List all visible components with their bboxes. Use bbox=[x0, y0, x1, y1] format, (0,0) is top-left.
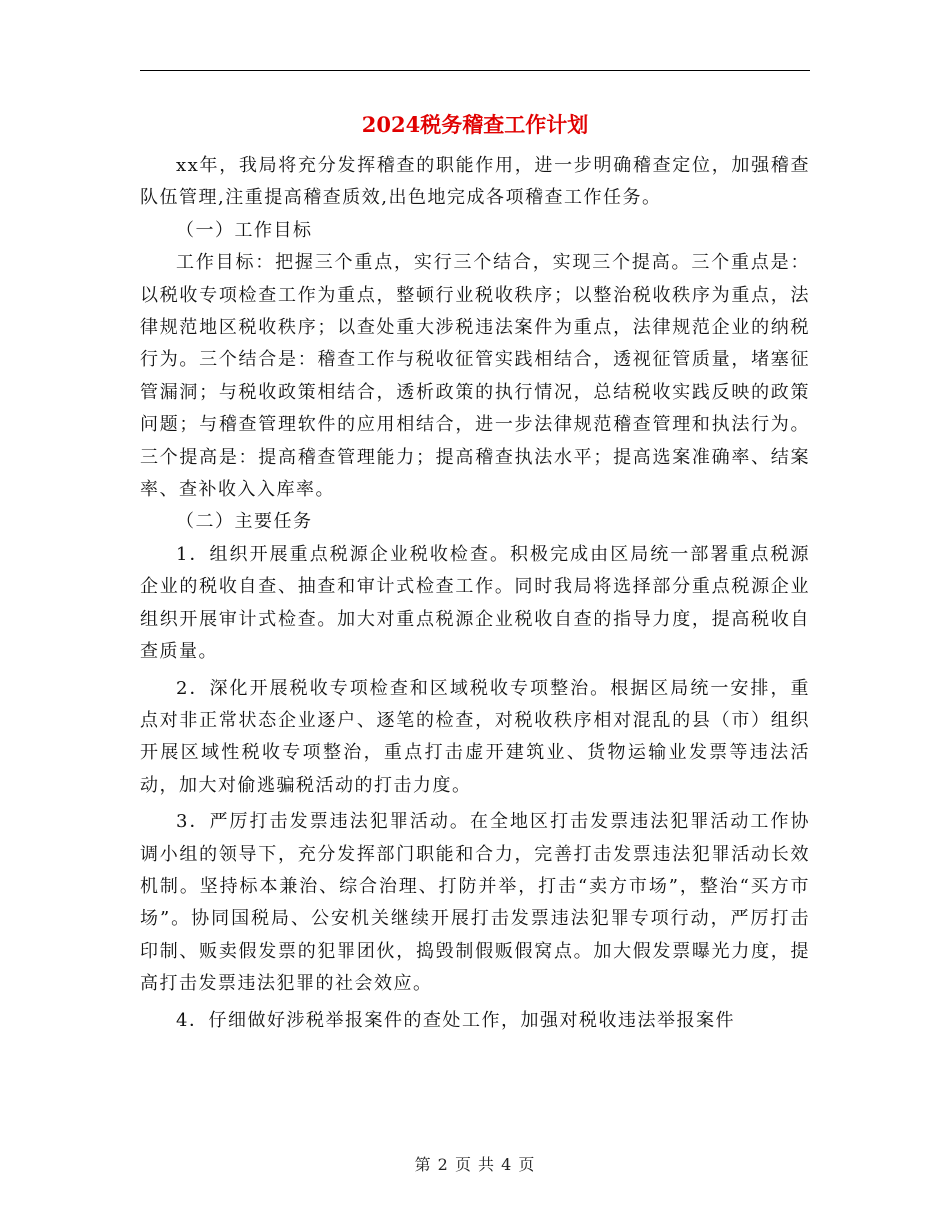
document-title: 2024税务稽查工作计划 bbox=[361, 112, 589, 137]
task-paragraph-4: 4．仔细做好涉税举报案件的查处工作，加强对税收违法举报案件 bbox=[176, 1009, 735, 1031]
task-paragraph-1: 1．组织开展重点税源企业税收检查。积极完成由区局统一部署重点税源企业的税收自查、抽查和审计式检查工作。同时我局将选择部分重点税源企业组织开展审计式检查。加大对重点税源企业税收自查的指导力度，提高税收自查质量。 bbox=[140, 543, 810, 663]
task-paragraph-2: 2．深化开展税收专项检查和区域税收专项整治。根据区局统一安排，重点对非正常状态企业逐户、逐笔的检查，对税收秩序相对混乱的县（市）组织开展区域性税收专项整治，重点打击虚开建筑业、货物运输业发票等违法活动，加大对偷逃骗税活动的打击力度。 bbox=[140, 677, 810, 796]
header-rule bbox=[140, 70, 810, 71]
section-heading-goals: （一）工作目标 bbox=[176, 219, 313, 241]
intro-paragraph: xx年，我局将充分发挥稽查的职能作用，进一步明确稽查定位，加强稽查队伍管理,注重提高稽查质效,出色地完成各项稽查工作任务。 bbox=[140, 155, 810, 209]
section-heading-tasks: （二）主要任务 bbox=[176, 511, 313, 533]
page-number: 第 2 页 共 4 页 bbox=[414, 1155, 536, 1174]
document-body bbox=[140, 150, 810, 1037]
goals-paragraph: 工作目标：把握三个重点，实行三个结合，实现三个提高。三个重点是：以税收专项检查工作为重点，整顿行业税收秩序；以整治税收秩序为重点，法律规范地区税收秩序；以查处重大涉税违法案件为重点，法律规范企业的纳税行为。三个结合是：稽查工作与税收征管实践相结合，透视征管质量，堵塞征管漏洞；与税收政策相结合，透析政策的执行情况，总结税收实践反映的政策问题；与稽查管理软件的应用相结合，进一步法律规范稽查管理和执法行为。三个提高是：提高稽查管理能力；提高稽查执法水平；提高选案准确率、结案率、查补收入入库率。 bbox=[140, 252, 810, 501]
task-paragraph-3: 3．严厉打击发票违法犯罪活动。在全地区打击发票违法犯罪活动工作协调小组的领导下，充分发挥部门职能和合力，完善打击发票违法犯罪活动长效机制。坚持标本兼治、综合治理、打防并举，打击“卖方市场”，整治“买方市场”。协同国税局、公安机关继续开展打击发票违法犯罪专项行动，严厉打击印制、贩卖假发票的犯罪团伙，捣毁制假贩假窝点。加大假发票曝光力度，提高打击发票违法犯罪的社会效应。 bbox=[140, 811, 810, 995]
